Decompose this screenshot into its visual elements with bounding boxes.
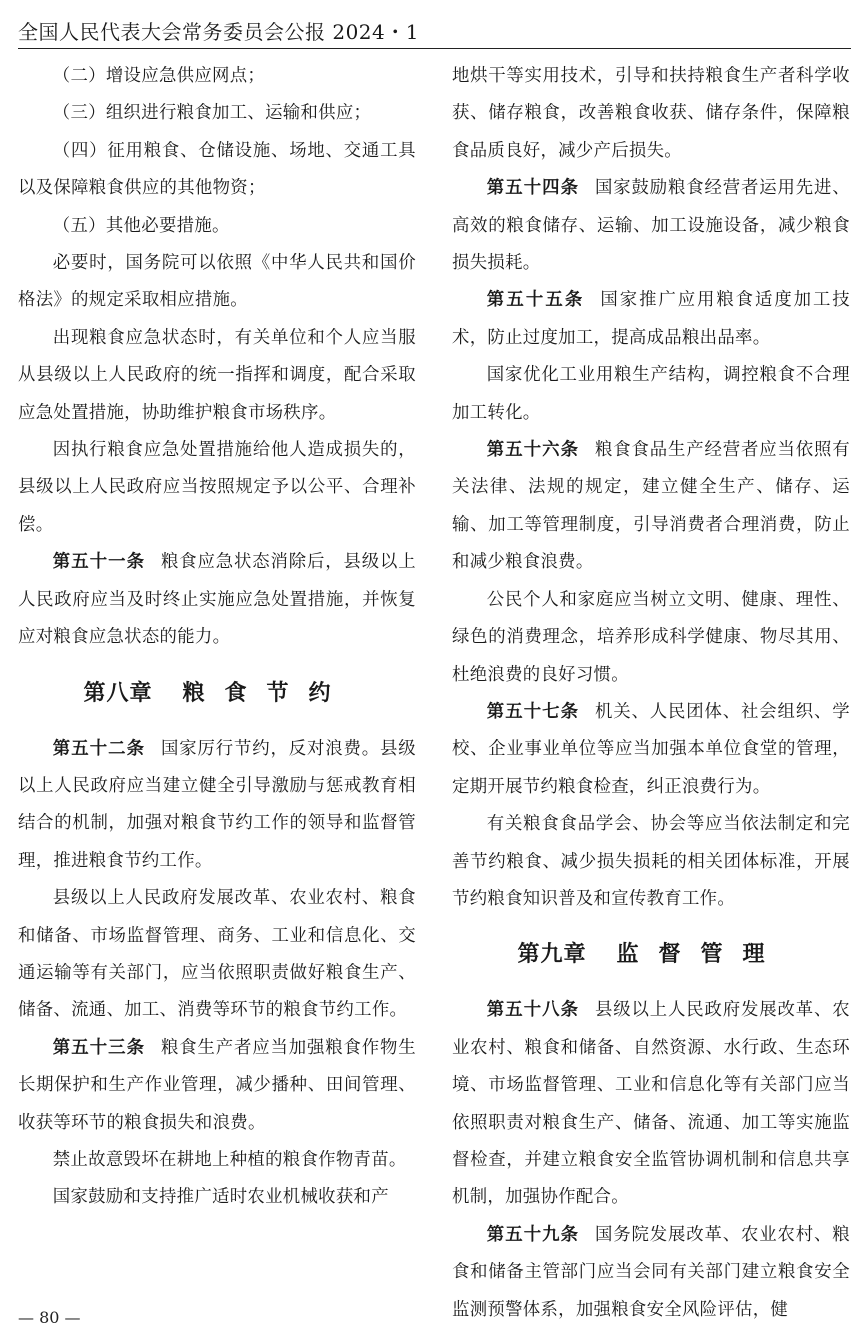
paragraph-text: 县级以上人民政府发展改革、农业农村、粮食和储备、自然资源、水行政、生态环境、市场监督管理、工业和信息化等有关部门应当依照职责对粮食生产、储备、流通、加工等实施监督检查，并建立粮食安全监管协调机制和信息共享机制，加强协作配合。 [452, 1000, 850, 1208]
article-paragraph [18, 1030, 416, 1142]
article-paragraph [452, 432, 850, 582]
paragraph-text: 出现粮食应急状态时，有关单位和个人应当服从县级以上人民政府的统一指挥和调度，配合采取应急处置措施，协助维护粮食市场秩序。 [18, 327, 416, 423]
article-number: 第五十五条 [486, 290, 585, 311]
chapter-heading [452, 918, 850, 992]
paragraph-text: 粮食生产者应当加强粮食作物生长期保护和生产作业管理，减少播种、田间管理、收获等环节的粮食损失和浪费。 [18, 1037, 416, 1133]
paragraph [18, 208, 416, 245]
paragraph-text: 国家鼓励和支持推广适时农业机械收获和产 [52, 1187, 389, 1208]
article-number: 第五十一条 [52, 552, 146, 573]
article-paragraph [452, 170, 850, 282]
paragraph [452, 582, 850, 694]
chapter-title: 粮食节约 [182, 680, 351, 706]
paragraph-text: 县级以上人民政府发展改革、农业农村、粮食和储备、市场监督管理、商务、工业和信息化、交通运输等有关部门，应当依照职责做好粮食生产、储备、流通、加工、消费等环节的粮食节约工作。 [18, 888, 416, 1021]
paragraph [452, 58, 850, 170]
paragraph-text: 禁止故意毁坏在耕地上种植的粮食作物青苗。 [52, 1149, 407, 1170]
paragraph [18, 320, 416, 432]
paragraph [452, 357, 850, 432]
article-paragraph [452, 282, 850, 357]
paragraph [18, 880, 416, 1030]
paragraph-text: 必要时，国务院可以依照《中华人民共和国价格法》的规定采取相应措施。 [18, 253, 416, 311]
paragraph-text: （三）组织进行粮食加工、运输和供应； [52, 103, 372, 124]
article-paragraph [452, 1217, 850, 1329]
paragraph [18, 1142, 416, 1179]
paragraph [18, 1179, 416, 1216]
paragraph-text: 有关粮食食品学会、协会等应当依法制定和完善节约粮食、减少损失损耗的相关团体标准，开展节约粮食知识普及和宣传教育工作。 [452, 814, 850, 909]
article-paragraph [18, 544, 416, 656]
paragraph-text: 国家厉行节约，反对浪费。县级以上人民政府应当建立健全引导激励与惩戒教育相结合的机制，加强对粮食节约工作的领导和监督管理，推进粮食节约工作。 [18, 738, 416, 871]
paragraph [18, 58, 416, 95]
article-number: 第五十七条 [486, 701, 580, 722]
paragraph [18, 133, 416, 208]
paragraph-text: 地烘干等实用技术，引导和扶持粮食生产者科学收获、储存粮食，改善粮食收获、储存条件，保障粮食品质良好，减少产后损失。 [452, 66, 850, 161]
article-number: 第五十九条 [486, 1224, 580, 1245]
paragraph-text: 粮食应急状态消除后，县级以上人民政府应当及时终止实施应急处置措施，并恢复应对粮食应急状态的能力。 [18, 552, 416, 648]
paragraph [18, 432, 416, 544]
article-paragraph [18, 731, 416, 881]
paragraph-text: （四）征用粮食、仓储设施、场地、交通工具以及保障粮食供应的其他物资； [18, 140, 416, 199]
article-number: 第五十八条 [486, 1000, 580, 1021]
chapter-number: 第九章 [517, 942, 587, 968]
paragraph-text: 国家优化工业用粮生产结构，调控粮食不合理加工转化。 [452, 365, 850, 423]
gazette-title: 全国人民代表大会常务委员会公报 2024・1 [18, 20, 419, 44]
article-paragraph [452, 694, 850, 806]
paragraph-text: （二）增设应急供应网点； [52, 66, 266, 86]
page-header [18, 8, 851, 49]
chapter-title: 监督管理 [616, 942, 785, 968]
paragraph [18, 245, 416, 320]
paragraph-text: 因执行粮食应急处置措施给他人造成损失的，县级以上人民政府应当按照规定予以公平、合理补偿。 [18, 440, 416, 535]
article-number: 第五十二条 [52, 738, 146, 759]
paragraph-text: 机关、人民团体、社会组织、学校、企业事业单位等应当加强本单位食堂的管理，定期开展节约粮食检查，纠正浪费行为。 [452, 701, 850, 797]
chapter-number: 第八章 [83, 680, 153, 706]
paragraph [18, 95, 416, 132]
paragraph-text: 国家鼓励粮食经营者运用先进、高效的粮食储存、运输、加工设施设备，减少粮食损失损耗。 [452, 178, 850, 274]
paragraph [452, 806, 850, 918]
paragraph-text: （五）其他必要措施。 [52, 215, 230, 236]
paragraph-text: 粮食食品生产经营者应当依照有关法律、法规的规定，建立健全生产、储存、运输、加工等管理制度，引导消费者合理消费，防止和减少粮食浪费。 [452, 440, 850, 573]
article-number: 第五十三条 [52, 1037, 146, 1058]
page-number: — 80 — [18, 1308, 81, 1327]
chapter-heading [18, 657, 416, 731]
article-number: 第五十六条 [486, 440, 580, 461]
article-number: 第五十四条 [486, 178, 580, 199]
paragraph-text: 国家推广应用粮食适度加工技术，防止过度加工，提高成品粮出品率。 [452, 290, 850, 348]
paragraph-text: 公民个人和家庭应当树立文明、健康、理性、绿色的消费理念，培养形成科学健康、物尽其用、杜绝浪费的良好习惯。 [452, 589, 850, 685]
right-column [452, 58, 850, 1320]
paragraph-text: 国务院发展改革、农业农村、粮食和储备主管部门应当会同有关部门建立粮食安全监测预警体系，加强粮食安全风险评估，健 [452, 1224, 850, 1320]
article-paragraph [452, 992, 850, 1216]
left-column [18, 58, 416, 1303]
